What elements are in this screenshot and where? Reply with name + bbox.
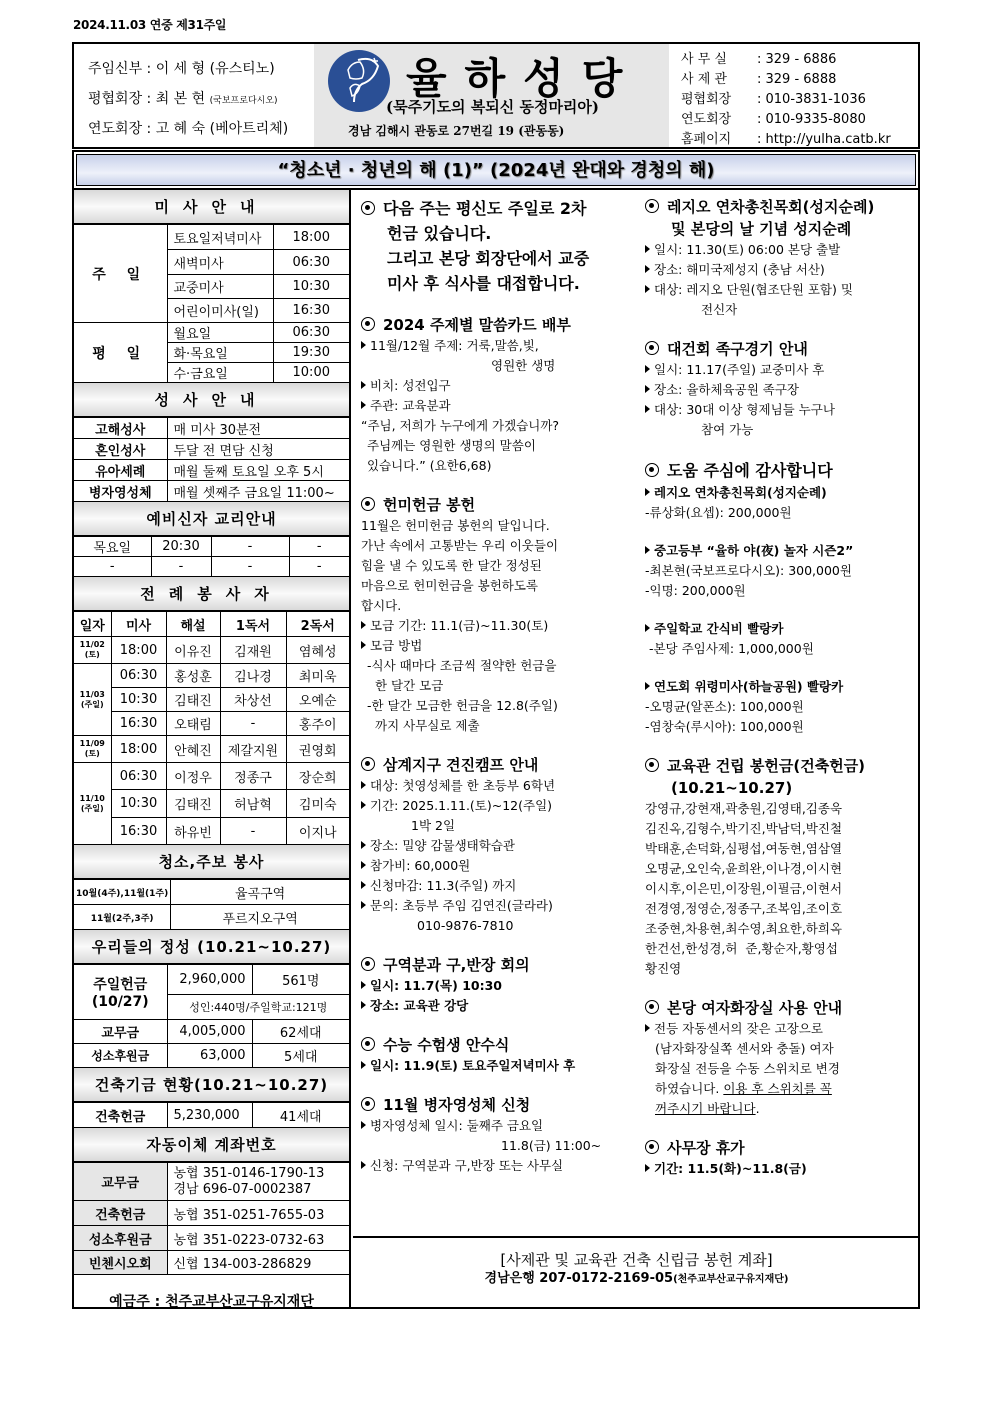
radio-bullet-icon xyxy=(361,757,375,771)
triangle-bullet-icon xyxy=(645,285,650,293)
radio-bullet-icon xyxy=(645,199,659,213)
triangle-bullet-icon xyxy=(361,881,366,889)
praying-mary-logo-icon xyxy=(328,50,390,112)
radio-bullet-icon xyxy=(361,957,375,971)
triangle-bullet-icon xyxy=(645,1164,650,1172)
leader-council-president: 평협회장 : 최 본 현 (국보프로다시오) xyxy=(88,91,278,107)
radio-bullet-icon xyxy=(645,1000,659,1014)
notice-confirmation-camp: 삼계지구 견진캠프 안내 xyxy=(361,754,631,776)
cleaning-table: 10월(4주),11월(1주) 율곡구역 11월(2주,3주) 푸르지오구역 xyxy=(74,879,349,930)
notice-thanks: 도움 주심에 감사합니다 xyxy=(645,458,916,483)
notice-building-donors: 교육관 건립 봉헌금(건축헌금) xyxy=(645,755,916,777)
triangle-bullet-icon xyxy=(645,365,650,373)
radio-bullet-icon xyxy=(645,463,659,477)
offerings-table: 주일헌금 (10/27) 2,960,000 561명 성인:440명/주일학교:121명 교무금 4,005,000 62세대 성소후원금 63,000 5세대 xyxy=(74,964,349,1068)
leader-pastor: 주임신부 : 이 세 형 (유스티노) xyxy=(88,61,275,77)
ministers-title: 전례봉사자 xyxy=(74,577,349,611)
accounts-title: 자동이체 계좌번호 xyxy=(74,1128,349,1162)
triangle-bullet-icon xyxy=(361,621,366,629)
radio-bullet-icon xyxy=(361,317,375,331)
church-title-block xyxy=(314,44,669,147)
middle-column: 다음 주는 평신도 주일로 2차 헌금 있습니다. 그리고 본당 회장단에서 교중 미사 후 식사를 대접합니다. 2024 주제별 말씀카드 배부 11월/12월 주제: 거룩,말씀,빛, 영원한 생명 비치: 성전입구 주관: 교육분과 “주님, 저희가 누구에게 가겠습니까? 주님께는 영원한 생명의 말씀이 있습니다.” (요한6,68) 헌미헌금 봉헌 11월은 헌미헌금 봉헌의 달입니다. 가난 속에서 고통받는 우리 이웃들이 힘을 낼 수 있도록 한 달간 정성된 마음으로 헌미헌금을 봉헌하도록 합시다. 모금 기간: 11.1(금)~11.30(토) 모금 방법 -식사 때마다 조금씩 절약한 헌금을 한 달간 모금 -한 달간 모금한 헌금을 12.8(주일) 까지 사무실로 제출 삼계지구 견진캠프 안내 대상: 첫영성체를 한 초등부 6학년 기간: 2025.1.11.(토)~12(주일) 1박 2일 장소: 밀양 감물생태학습관 참가비: 60,000원 신청마감: 11.3(주일) 까지 문의: 초등부 주임 김연진(글라라) 010-9876-7810 구역분과 구,반장 회의 일시: 11.7(목) 10:30 장소: 교육관 강당 수능 수험생 안수식 일시: 11.9(토) 토요주일저녁미사 후 11월 병자영성체 신청 병자영성체 일시: 둘째주 금요일 11.8(금) 11:00~ 신청: 구역분과 구,반장 또는 사무실 xyxy=(353,190,637,1236)
triangle-bullet-icon xyxy=(645,385,650,393)
contact-office: 사 무 실 : 329 - 6886 xyxy=(681,52,837,67)
notice-sick-communion: 11월 병자영성체 신청 xyxy=(361,1094,631,1116)
notice-district-meeting: 구역분과 구,반장 회의 xyxy=(361,954,631,976)
notice-rice-offering: 헌미헌금 봉헌 xyxy=(361,494,631,516)
leaders-list xyxy=(74,44,314,147)
left-column xyxy=(74,190,351,1310)
contact-memorial: 연도회장 : 010-9335-8080 xyxy=(681,112,866,127)
radio-bullet-icon xyxy=(361,1037,375,1051)
radio-bullet-icon xyxy=(361,1097,375,1111)
donor-names: 강영규,강현재,곽충원,김영태,김종욱 김진옥,김형수,박기진,박남덕,박진철 박태훈,손덕화,심평섭,여동현,염삼열 오명균,오인숙,윤희완,이나경,이시현 이시후,이은민,이장원,이필금,이현서 전경영,정영순,정종구,조복임,조이호 조중현,차용현,최수영,최요한,하희옥 한건선,한성경,허 준,황순자,황영섭 황진영 xyxy=(645,801,843,976)
notice-word-card: 2024 주제별 말씀카드 배부 xyxy=(361,314,631,336)
notice-restroom: 본당 여자화장실 사용 안내 xyxy=(645,997,916,1019)
bulletin-date: 2024.11.03 연중 제31주일 xyxy=(73,18,227,32)
contact-council: 평협회장 : 010-3831-1036 xyxy=(681,92,866,107)
triangle-bullet-icon xyxy=(645,265,650,273)
triangle-bullet-icon xyxy=(361,381,366,389)
triangle-bullet-icon xyxy=(361,901,366,909)
triangle-bullet-icon xyxy=(361,801,366,809)
sacraments-title: 성사안내 xyxy=(74,383,349,417)
triangle-bullet-icon xyxy=(645,682,650,690)
offerings-title: 우리들의 정성 (10.21~10.27) xyxy=(74,930,349,964)
leader-memorial-president: 연도회장 : 고 혜 숙 (베아트리체) xyxy=(88,121,289,137)
notice-footvolley: 대건회 족구경기 안내 xyxy=(645,338,916,360)
notice-legio-pilgrimage: 레지오 연차총친목회(성지순례) xyxy=(645,196,916,218)
triangle-bullet-icon xyxy=(361,401,366,409)
theme-banner xyxy=(72,150,920,190)
triangle-bullet-icon xyxy=(361,1001,366,1009)
radio-bullet-icon xyxy=(645,1140,659,1154)
right-column: 레지오 연차총친목회(성지순례) 및 본당의 날 기념 성지순례 일시: 11.30(토) 06:00 본당 출발 장소: 해미국제성지 (충남 서산) 대상: 레지오 단원(협조단원 포함) 및 전신자 대건회 족구경기 안내 일시: 11.17(주일) 교중미사 후 장소: 율하체육공원 족구장 대상: 30대 이상 형제님들 누구나 참여 가능 도움 주심에 감사합니다 레지오 연차총친목회(성지순례) -류상화(요셉): 200,000원 중고등부 “율하 야(夜) 놀자 시즌2” -최본현(국보프로다시오): 300,000원 -익명: 200,000원 주일학교 간식비 빨랑카 -본당 주임사제: 1,000,000원 연도회 위령미사(하늘공원) 빨랑카 -오명균(알폰소): 100,000원 -염창숙(루시아): 100,000원 교육관 건립 봉헌금(건축헌금) (10.21~10.27) 강영규,강현재,곽충원,김영태,김종욱 김진옥,김형수,박기진,박남덕,박진철 박태훈,손덕화,심평섭,여동현,염삼열 오명균,오인숙,윤희완,이나경,이시현 이시후,이은민,이장원,이필금,이현서 전경영,정영순,정종구,조복임,조이호 조중현,차용현,최수영,최요한,하희옥 한건선,한성경,허 준,황순자,황영섭 황진영 본당 여자화장실 사용 안내 전등 자동센서의 잦은 고장으로 (남자화장실쪽 센서와 충돌) 여자 화장실 전등을 수동 스위치로 변경 하였습니다. 이용 후 스위치를 꼭 꺼주시기 바랍니다. 사무장 휴가 기간: 11.5(화)~11.8(금) xyxy=(637,190,920,1236)
notice-office-vacation: 사무장 휴가 xyxy=(645,1137,916,1159)
building-account-number: 경남은행 207-0172-2169-05(천주교부산교구유지재단) xyxy=(484,1271,789,1286)
church-address: 경남 김해시 관동로 27번길 19 (관동동) xyxy=(348,124,565,138)
building-account-box xyxy=(353,1236,920,1307)
contact-rectory: 사 제 관 : 329 - 6888 xyxy=(681,72,837,87)
mass-schedule-title: 미사안내 xyxy=(74,190,349,224)
triangle-bullet-icon xyxy=(645,245,650,253)
bulletin-body xyxy=(72,190,920,1309)
triangle-bullet-icon xyxy=(361,641,366,649)
church-patron: (묵주기도의 복되신 동정마리아) xyxy=(386,98,600,116)
radio-bullet-icon xyxy=(645,341,659,355)
triangle-bullet-icon xyxy=(361,981,366,989)
catechumen-title: 예비신자 교리안내 xyxy=(74,502,349,536)
triangle-bullet-icon xyxy=(361,1061,366,1069)
triangle-bullet-icon xyxy=(645,405,650,413)
triangle-bullet-icon xyxy=(361,781,366,789)
building-fund-title: 건축기금 현황(10.21~10.27) xyxy=(74,1068,349,1102)
triangle-bullet-icon xyxy=(645,624,650,632)
notice-laity-sunday: 다음 주는 평신도 주일로 2차 xyxy=(361,196,631,221)
account-holder: 예금주 : 천주교부산교구유지재단 xyxy=(109,1294,314,1310)
triangle-bullet-icon xyxy=(645,546,650,554)
building-fund-table: 건축헌금 5,230,000 41세대 xyxy=(74,1102,349,1128)
ministers-table: 일자 미사 해설 1독서 2독서 11/02 (토) 18:00 이유진 김재원 염혜성 11/03 (주일) 06:30 홍성훈 김나경 최미욱 10:30 김태진 차상선 오예순 16:30 오태림 - 홍주이 11/09 (토) 18:00 안혜진 제갈지원 권영회 11/10 (주일) 06:30 이정우 정종구 장순희 10:30 김태진 허남혁 김미숙 16:30 하유빈 - 이지나 xyxy=(74,611,349,845)
triangle-bullet-icon xyxy=(361,1121,366,1129)
triangle-bullet-icon xyxy=(645,488,650,496)
triangle-bullet-icon xyxy=(361,861,366,869)
bulletin-header xyxy=(72,42,920,149)
church-name: 율하성당 xyxy=(406,54,641,103)
sacraments-table: 고해성사 매 미사 30분전 혼인성사 두달 전 면담 신청 유아세례 매월 둘째 토요일 오후 5시 병자영성체 매월 셋째주 금요일 11:00~ xyxy=(74,417,349,502)
catechumen-table: 목요일 20:30 - - - - - - xyxy=(74,536,349,577)
triangle-bullet-icon xyxy=(645,1024,650,1032)
triangle-bullet-icon xyxy=(361,1161,366,1169)
notice-exam-blessing: 수능 수험생 안수식 xyxy=(361,1034,631,1056)
contact-homepage[interactable]: 홈페이지 : http://yulha.catb.kr xyxy=(681,132,891,147)
triangle-bullet-icon xyxy=(361,341,366,349)
radio-bullet-icon xyxy=(361,201,375,215)
theme-banner-text: “청소년 · 청년의 해 (1)” (2024년 완대와 경청의 해) xyxy=(76,154,916,186)
mass-schedule-table: 주 일 토요일저녁미사 18:00 새벽미사 06:30 교중미사 10:30 어린이미사(일) 16:30 평 일 월요일 06:30 화·목요일 19:30 수·금요일 10:00 xyxy=(74,224,349,383)
accounts-table: 교무금 농협 351-0146-1790-13 경남 696-07-0002387 건축헌금 농협 351-0251-7655-03 성소후원금 농협 351-0223-0732-63 빈첸시오회 신협 134-003-286829 xyxy=(74,1162,349,1275)
radio-bullet-icon xyxy=(361,497,375,511)
triangle-bullet-icon xyxy=(361,841,366,849)
radio-bullet-icon xyxy=(645,758,659,772)
building-account-title: [사제관 및 교육관 건축 신립금 봉헌 계좌] xyxy=(500,1251,773,1269)
contact-list xyxy=(669,44,918,147)
cleaning-title: 청소,주보 봉사 xyxy=(74,845,349,879)
